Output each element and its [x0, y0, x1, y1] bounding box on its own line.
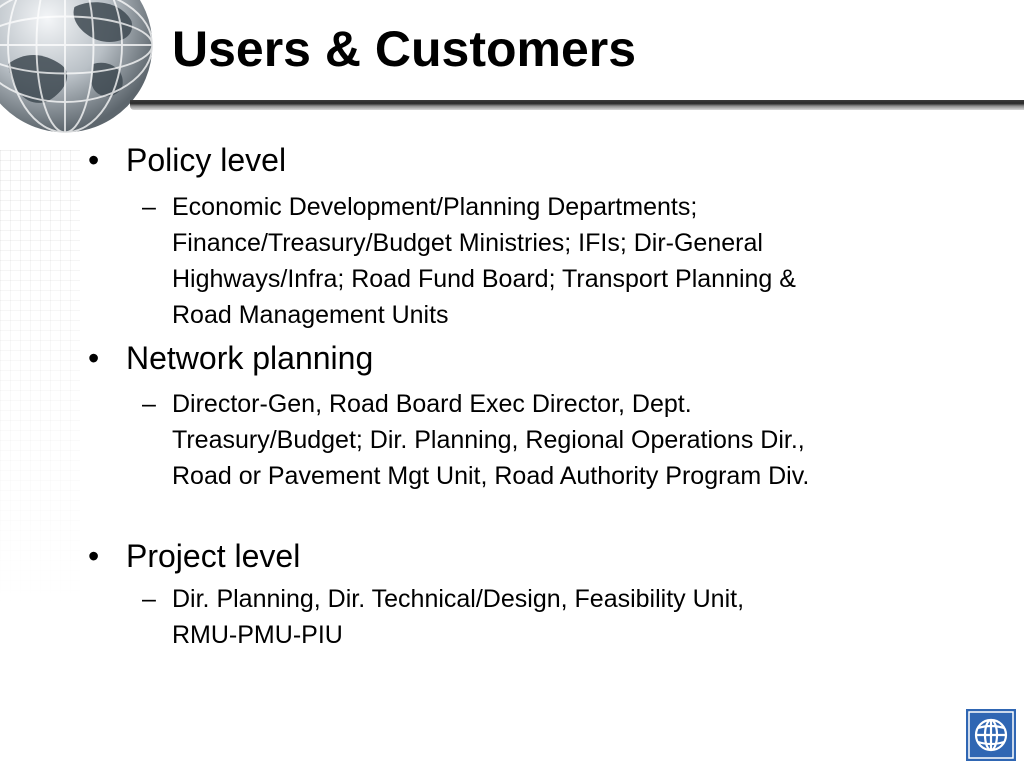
slide-title: Users & Customers	[172, 21, 637, 77]
sub-bullet-line: Economic Development/Planning Departments;	[172, 193, 698, 221]
sub-bullet-line: Treasury/Budget; Dir. Planning, Regional Operations Dir.,	[172, 426, 805, 454]
sub-bullet-line: Dir. Planning, Dir. Technical/Design, Feasibility Unit,	[172, 585, 745, 613]
sub-bullet-line: RMU-PMU-PIU	[172, 621, 343, 649]
bullet-marker: •	[88, 340, 100, 376]
sub-bullet-marker: –	[142, 390, 156, 418]
sub-bullet-line: Finance/Treasury/Budget Ministries; IFIs; Dir-General	[172, 229, 763, 257]
bullet-marker: •	[88, 538, 100, 574]
sub-bullet	[142, 386, 809, 494]
sub-bullet-marker: –	[142, 585, 156, 613]
bullet-marker: •	[88, 142, 100, 178]
sub-bullet-line: Road Management Units	[172, 301, 449, 329]
bullet-item	[88, 342, 373, 374]
sub-bullet	[142, 189, 796, 333]
bullet-text: Project level	[126, 538, 301, 574]
bullet-item	[88, 540, 300, 572]
sub-bullet-line: Highways/Infra; Road Fund Board; Transport Planning &	[172, 265, 796, 293]
world-bank-logo-icon	[966, 709, 1016, 761]
bullet-text: Network planning	[126, 340, 374, 376]
sub-bullet-line: Road or Pavement Mgt Unit, Road Authority Program Div.	[172, 462, 810, 490]
bullet-text: Policy level	[126, 142, 287, 178]
sub-bullet-marker: –	[142, 193, 156, 221]
bullet-item	[88, 144, 286, 176]
sub-bullet	[142, 581, 744, 653]
sub-bullet-line: Director-Gen, Road Board Exec Director, Dept.	[172, 390, 692, 418]
